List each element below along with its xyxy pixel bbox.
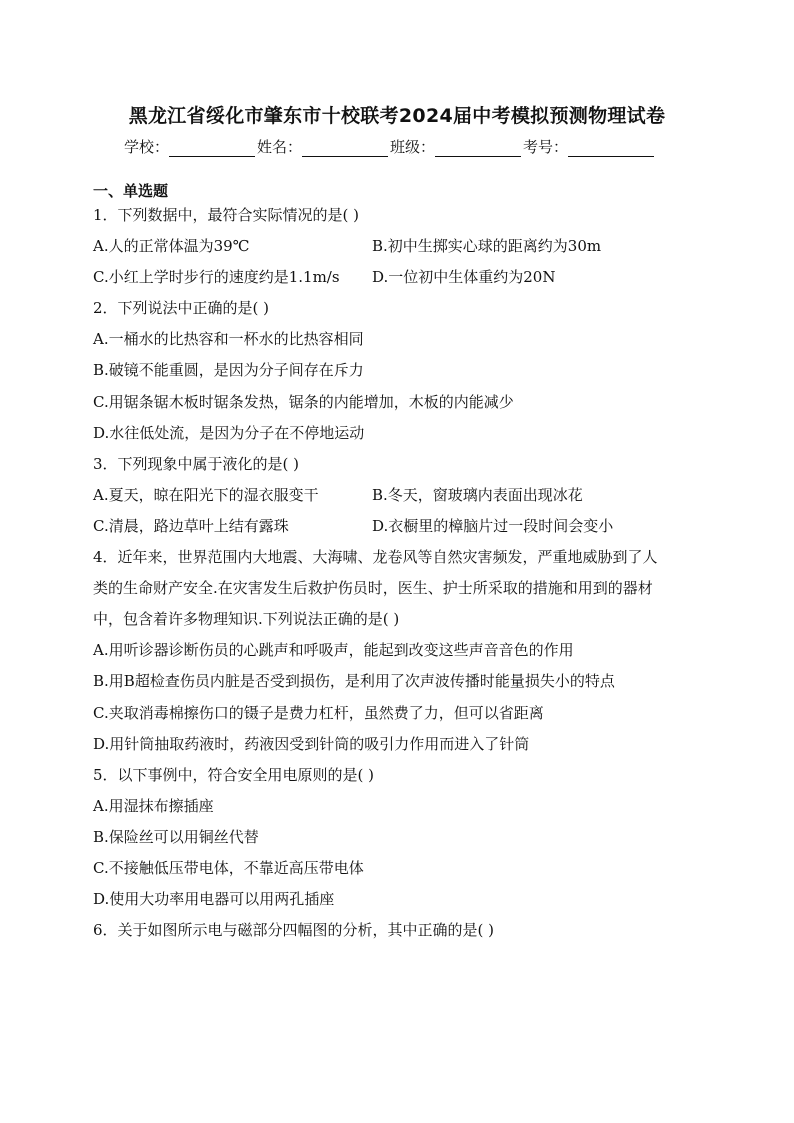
- number-blank: [568, 138, 654, 157]
- q1-option-a: A.人的正常体温为39℃: [93, 237, 250, 255]
- q1-option-d: D.一位初中生体重约为20N: [372, 268, 556, 286]
- class-blank: [435, 138, 521, 157]
- q3-option-c: C.清晨，路边草叶上结有露珠: [93, 517, 289, 535]
- section-heading: 一、单选题: [93, 182, 169, 200]
- q5-option-b: B.保险丝可以用铜丝代替: [93, 828, 259, 846]
- q4-option-c: C.夹取消毒棉擦伤口的镊子是费力杠杆，虽然费了力，但可以省距离: [93, 704, 544, 722]
- page-title: 黑龙江省绥化市肇东市十校联考2024届中考模拟预测物理试卷: [128, 105, 666, 127]
- school-blank: [169, 138, 255, 157]
- q6-stem: 6．关于如图所示电与磁部分四幅图的分析，其中正确的是( ): [93, 921, 495, 939]
- number-label: 考号：: [523, 138, 569, 156]
- q2-option-b: B.破镜不能重圆，是因为分子间存在斥力: [93, 361, 364, 379]
- q1-option-b: B.初中生掷实心球的距离约为30m: [372, 237, 602, 255]
- q5-stem: 5．以下事例中，符合安全用电原则的是( ): [93, 766, 375, 784]
- q2-option-d: D.水往低处流，是因为分子在不停地运动: [93, 424, 365, 442]
- q3-stem: 3．下列现象中属于液化的是( ): [93, 455, 300, 473]
- q3-option-a: A.夏天，晾在阳光下的湿衣服变干: [93, 486, 319, 504]
- q5-option-a: A.用湿抹布擦插座: [93, 797, 214, 815]
- q1-stem: 1．下列数据中，最符合实际情况的是( ): [93, 206, 360, 224]
- q4-stem-line-3: 中，包含着许多物理知识.下列说法正确的是( ): [93, 610, 400, 628]
- q4-stem-line-2: 类的生命财产安全.在灾害发生后救护伤员时，医生、护士所采取的措施和用到的器材: [93, 579, 653, 597]
- name-label: 姓名：: [257, 138, 303, 156]
- q4-option-d: D.用针筒抽取药液时，药液因受到针筒的吸引力作用而进入了针筒: [93, 735, 530, 753]
- q2-option-c: C.用锯条锯木板时锯条发热，锯条的内能增加，木板的内能减少: [93, 393, 514, 411]
- q2-stem: 2．下列说法中正确的是( ): [93, 299, 270, 317]
- class-label: 班级：: [390, 138, 436, 156]
- student-info-row: [124, 136, 656, 157]
- q4-stem-line-1: 4．近年来，世界范围内大地震、大海啸、龙卷风等自然灾害频发，严重地威胁到了人: [93, 548, 658, 566]
- q4-option-a: A.用听诊器诊断伤员的心跳声和呼吸声，能起到改变这些声音音色的作用: [93, 641, 574, 659]
- q3-option-b: B.冬天，窗玻璃内表面出现冰花: [372, 486, 583, 504]
- q4-option-b: B.用B超检查伤员内脏是否受到损伤，是利用了次声波传播时能量损失小的特点: [93, 672, 615, 690]
- name-blank: [302, 138, 388, 157]
- school-label: 学校：: [124, 138, 170, 156]
- q3-option-d: D.衣橱里的樟脑片过一段时间会变小: [372, 517, 614, 535]
- q5-option-c: C.不接触低压带电体，不靠近高压带电体: [93, 859, 364, 877]
- q5-option-d: D.使用大功率用电器可以用两孔插座: [93, 890, 335, 908]
- q2-option-a: A.一桶水的比热容和一杯水的比热容相同: [93, 330, 364, 348]
- q1-option-c: C.小红上学时步行的速度约是1.1m/s: [93, 268, 340, 286]
